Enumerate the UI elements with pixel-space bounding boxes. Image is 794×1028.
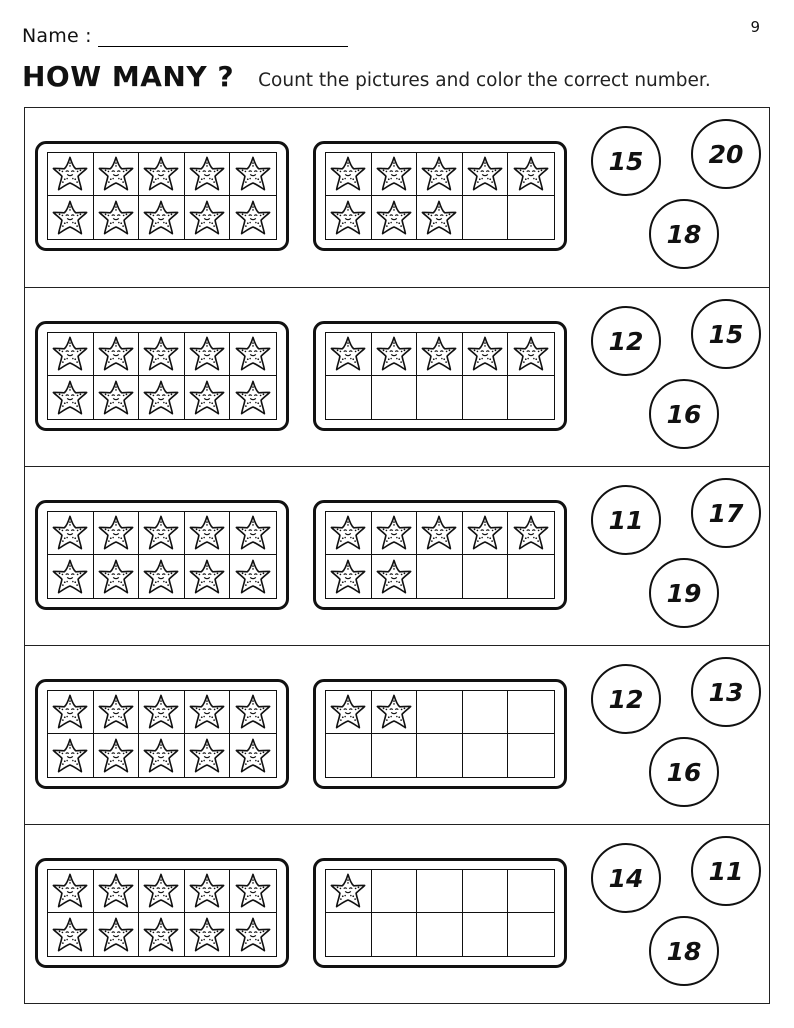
starfish-icon [420, 514, 458, 552]
ten-frame-cell [508, 333, 554, 376]
ten-frame-cell [230, 512, 276, 555]
starfish-icon [97, 872, 135, 910]
starfish-icon [51, 379, 89, 417]
ten-frame [35, 321, 289, 431]
ten-frame-cell [372, 734, 418, 777]
ten-frame-cell [508, 734, 554, 777]
answer-choice-circle[interactable]: 16 [649, 737, 719, 807]
ten-frame-cell [417, 196, 463, 239]
starfish-icon [51, 872, 89, 910]
ten-frame-cell [508, 691, 554, 734]
ten-frame [313, 500, 567, 610]
ten-frame-cell [417, 870, 463, 913]
ten-frame [35, 141, 289, 251]
starfish-icon [51, 693, 89, 731]
starfish-icon [420, 335, 458, 373]
ten-frame-cell [326, 512, 372, 555]
ten-frame-cell [326, 913, 372, 956]
ten-frame-cell [372, 691, 418, 734]
instruction-text: Count the pictures and color the correct number. [258, 70, 711, 91]
answer-choice-circle[interactable]: 19 [649, 558, 719, 628]
ten-frame-cell [463, 734, 509, 777]
ten-frame-cell [94, 376, 140, 419]
ten-frame-cell [230, 376, 276, 419]
ten-frame-cell [417, 333, 463, 376]
starfish-icon [51, 199, 89, 237]
starfish-icon [188, 558, 226, 596]
ten-frame-cell [94, 691, 140, 734]
starfish-icon [51, 514, 89, 552]
starfish-icon [142, 379, 180, 417]
ten-frame-grid [325, 690, 555, 778]
ten-frame-cell [372, 555, 418, 598]
ten-frame-cell [94, 870, 140, 913]
ten-frame-cell [48, 512, 94, 555]
name-label: Name : [22, 25, 92, 47]
starfish-icon [234, 379, 272, 417]
ten-frame-cell [372, 913, 418, 956]
exercise-row [25, 287, 769, 466]
starfish-icon [234, 335, 272, 373]
answer-choice-circle[interactable]: 17 [691, 478, 761, 548]
starfish-icon [466, 155, 504, 193]
ten-frame-grid [47, 690, 277, 778]
starfish-icon [142, 872, 180, 910]
ten-frame-cell [185, 153, 231, 196]
ten-frame-cell [372, 196, 418, 239]
ten-frame-cell [508, 512, 554, 555]
ten-frame-cell [230, 913, 276, 956]
starfish-icon [188, 379, 226, 417]
ten-frame-cell [463, 196, 509, 239]
ten-frame [313, 141, 567, 251]
ten-frame-grid [47, 332, 277, 420]
ten-frame-cell [372, 333, 418, 376]
starfish-icon [420, 199, 458, 237]
ten-frame-cell [372, 870, 418, 913]
ten-frame [313, 858, 567, 968]
ten-frame-cell [139, 376, 185, 419]
ten-frame-cell [94, 153, 140, 196]
starfish-icon [97, 916, 135, 954]
ten-frame-cell [185, 691, 231, 734]
ten-frame-cell [230, 196, 276, 239]
ten-frame-cell [326, 555, 372, 598]
starfish-icon [97, 558, 135, 596]
starfish-icon [234, 558, 272, 596]
starfish-icon [188, 737, 226, 775]
answer-choice-circle[interactable]: 12 [591, 306, 661, 376]
ten-frame-cell [463, 333, 509, 376]
starfish-icon [188, 872, 226, 910]
starfish-icon [466, 514, 504, 552]
ten-frame-cell [185, 333, 231, 376]
exercise-row [25, 466, 769, 645]
ten-frame-cell [417, 153, 463, 196]
ten-frame-cell [185, 913, 231, 956]
ten-frame-cell [230, 870, 276, 913]
ten-frame-cell [230, 333, 276, 376]
starfish-icon [234, 737, 272, 775]
ten-frame-cell [326, 153, 372, 196]
ten-frame-grid [325, 511, 555, 599]
starfish-icon [142, 335, 180, 373]
ten-frame-cell [48, 913, 94, 956]
ten-frame-cell [185, 555, 231, 598]
ten-frame-cell [463, 691, 509, 734]
ten-frame-cell [463, 870, 509, 913]
ten-frame-grid [47, 869, 277, 957]
ten-frame-cell [94, 555, 140, 598]
starfish-icon [188, 916, 226, 954]
starfish-icon [234, 872, 272, 910]
ten-frame-cell [185, 512, 231, 555]
starfish-icon [234, 916, 272, 954]
ten-frame-cell [508, 376, 554, 419]
ten-frame-cell [417, 691, 463, 734]
answer-choice-circle[interactable]: 18 [649, 916, 719, 986]
starfish-icon [375, 514, 413, 552]
ten-frame-cell [230, 734, 276, 777]
answer-choice-circle[interactable]: 20 [691, 119, 761, 189]
ten-frame-cell [417, 376, 463, 419]
page-title: HOW MANY ? [22, 60, 235, 93]
ten-frame-cell [185, 734, 231, 777]
ten-frame-cell [139, 913, 185, 956]
ten-frame-cell [463, 913, 509, 956]
ten-frame-grid [325, 332, 555, 420]
ten-frame-cell [508, 153, 554, 196]
ten-frame-cell [48, 555, 94, 598]
ten-frame-cell [139, 333, 185, 376]
ten-frame-cell [185, 376, 231, 419]
starfish-icon [142, 514, 180, 552]
ten-frame-cell [139, 196, 185, 239]
ten-frame-cell [463, 376, 509, 419]
page-number: 9 [750, 18, 760, 36]
ten-frame-cell [139, 870, 185, 913]
ten-frame-cell [326, 333, 372, 376]
starfish-icon [188, 155, 226, 193]
starfish-icon [188, 693, 226, 731]
ten-frame-cell [417, 913, 463, 956]
starfish-icon [51, 737, 89, 775]
ten-frame-cell [508, 913, 554, 956]
ten-frame-cell [463, 555, 509, 598]
ten-frame-cell [48, 333, 94, 376]
ten-frame-cell [230, 691, 276, 734]
ten-frame [35, 858, 289, 968]
starfish-icon [188, 335, 226, 373]
ten-frame-cell [230, 555, 276, 598]
ten-frame-cell [185, 870, 231, 913]
name-field[interactable] [98, 22, 348, 47]
starfish-icon [234, 514, 272, 552]
ten-frame-cell [463, 153, 509, 196]
ten-frame-cell [139, 512, 185, 555]
ten-frame-cell [508, 555, 554, 598]
ten-frame-cell [372, 376, 418, 419]
ten-frame-cell [94, 734, 140, 777]
ten-frame [313, 679, 567, 789]
ten-frame-grid [47, 511, 277, 599]
starfish-icon [466, 335, 504, 373]
title-row [22, 60, 711, 93]
ten-frame-cell [417, 734, 463, 777]
ten-frame-cell [48, 734, 94, 777]
starfish-icon [234, 693, 272, 731]
starfish-icon [142, 558, 180, 596]
ten-frame-cell [417, 512, 463, 555]
starfish-icon [97, 737, 135, 775]
starfish-icon [97, 379, 135, 417]
answer-choice-circle[interactable]: 18 [649, 199, 719, 269]
starfish-icon [51, 335, 89, 373]
starfish-icon [51, 558, 89, 596]
starfish-icon [188, 199, 226, 237]
exercise-row [25, 824, 769, 1003]
ten-frame-cell [48, 870, 94, 913]
ten-frame-cell [372, 512, 418, 555]
starfish-icon [512, 335, 550, 373]
starfish-icon [329, 558, 367, 596]
ten-frame-grid [325, 869, 555, 957]
answer-choice-circle[interactable]: 13 [691, 657, 761, 727]
ten-frame-cell [139, 691, 185, 734]
starfish-icon [375, 693, 413, 731]
answer-choice-circle[interactable]: 15 [691, 299, 761, 369]
ten-frame-cell [372, 153, 418, 196]
starfish-icon [234, 155, 272, 193]
ten-frame-cell [48, 376, 94, 419]
exercise-row [25, 645, 769, 824]
starfish-icon [329, 335, 367, 373]
starfish-icon [329, 872, 367, 910]
worksheet [24, 107, 770, 1004]
ten-frame-cell [508, 870, 554, 913]
ten-frame-cell [230, 153, 276, 196]
name-row [22, 22, 348, 47]
starfish-icon [375, 199, 413, 237]
ten-frame-cell [94, 913, 140, 956]
starfish-icon [51, 916, 89, 954]
ten-frame-cell [48, 691, 94, 734]
answer-choice-circle[interactable]: 11 [691, 836, 761, 906]
ten-frame-cell [417, 555, 463, 598]
starfish-icon [329, 155, 367, 193]
answer-choice-circle[interactable]: 11 [591, 485, 661, 555]
answer-choice-circle[interactable]: 16 [649, 379, 719, 449]
answer-choice-circle[interactable]: 15 [591, 126, 661, 196]
starfish-icon [142, 737, 180, 775]
starfish-icon [512, 514, 550, 552]
starfish-icon [97, 335, 135, 373]
ten-frame [35, 679, 289, 789]
starfish-icon [142, 693, 180, 731]
ten-frame-cell [94, 333, 140, 376]
ten-frame-cell [139, 555, 185, 598]
ten-frame-cell [326, 376, 372, 419]
ten-frame-cell [326, 196, 372, 239]
ten-frame [313, 321, 567, 431]
starfish-icon [329, 693, 367, 731]
starfish-icon [142, 155, 180, 193]
starfish-icon [188, 514, 226, 552]
ten-frame-cell [508, 196, 554, 239]
starfish-icon [420, 155, 458, 193]
starfish-icon [97, 693, 135, 731]
ten-frame-grid [47, 152, 277, 240]
starfish-icon [329, 199, 367, 237]
ten-frame-cell [139, 153, 185, 196]
starfish-icon [97, 199, 135, 237]
starfish-icon [97, 514, 135, 552]
ten-frame-cell [94, 512, 140, 555]
starfish-icon [51, 155, 89, 193]
ten-frame-cell [48, 196, 94, 239]
starfish-icon [375, 335, 413, 373]
answer-choice-circle[interactable]: 12 [591, 664, 661, 734]
answer-choice-circle[interactable]: 14 [591, 843, 661, 913]
ten-frame-grid [325, 152, 555, 240]
ten-frame [35, 500, 289, 610]
ten-frame-cell [185, 196, 231, 239]
ten-frame-cell [139, 734, 185, 777]
ten-frame-cell [326, 870, 372, 913]
starfish-icon [329, 514, 367, 552]
starfish-icon [142, 199, 180, 237]
ten-frame-cell [463, 512, 509, 555]
starfish-icon [512, 155, 550, 193]
exercise-row [25, 108, 769, 287]
ten-frame-cell [326, 734, 372, 777]
ten-frame-cell [48, 153, 94, 196]
starfish-icon [97, 155, 135, 193]
ten-frame-cell [326, 691, 372, 734]
starfish-icon [234, 199, 272, 237]
starfish-icon [375, 558, 413, 596]
starfish-icon [375, 155, 413, 193]
ten-frame-cell [94, 196, 140, 239]
starfish-icon [142, 916, 180, 954]
